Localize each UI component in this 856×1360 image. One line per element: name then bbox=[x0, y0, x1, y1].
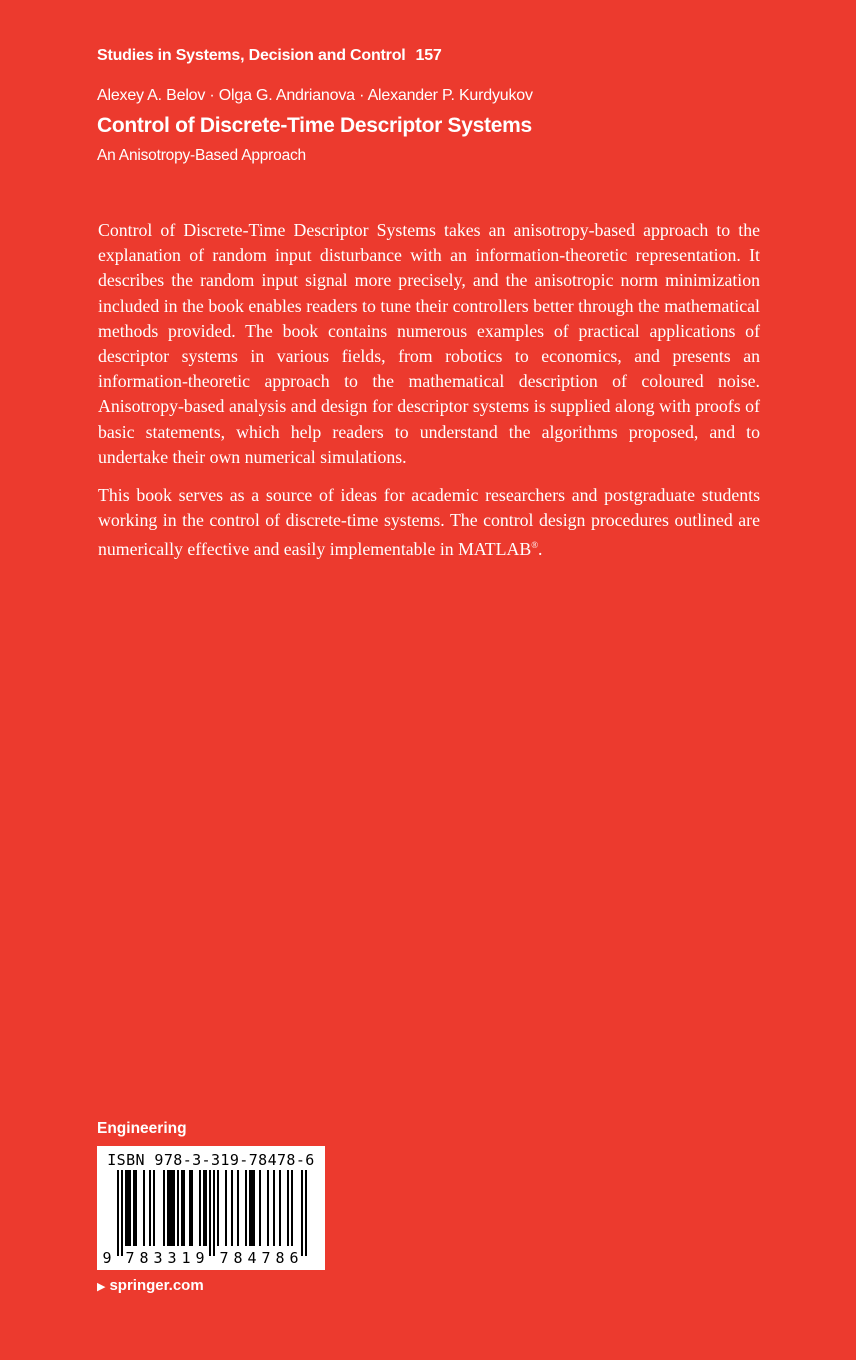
barcode-bar bbox=[249, 1170, 251, 1246]
barcode-bar bbox=[231, 1170, 233, 1246]
barcode-bar bbox=[287, 1170, 289, 1246]
barcode-digit: 3 bbox=[153, 1249, 163, 1267]
barcode-bar bbox=[177, 1170, 179, 1246]
barcode-bar bbox=[245, 1170, 247, 1246]
series-line bbox=[97, 47, 442, 65]
barcode-bar bbox=[205, 1170, 207, 1246]
series-number: 157 bbox=[415, 47, 442, 64]
description-paragraph-2-end: . bbox=[538, 539, 543, 560]
barcode-bar bbox=[301, 1170, 303, 1256]
barcode-bar bbox=[251, 1170, 253, 1246]
barcode-digit: 8 bbox=[275, 1249, 285, 1267]
barcode-digit: 4 bbox=[247, 1249, 257, 1267]
barcode-digit: 1 bbox=[181, 1249, 191, 1267]
barcode-bar bbox=[149, 1170, 151, 1246]
barcode-bar bbox=[129, 1170, 131, 1246]
barcode-bar bbox=[169, 1170, 171, 1246]
right-triangle-icon: ▶ bbox=[97, 1281, 106, 1293]
barcode-bar bbox=[253, 1170, 255, 1246]
description-paragraph-1: Control of Discrete-Time Descriptor Systems takes an anisotropy-based approach to the explanation of random input disturbance with an information-theoretic representation. It describes the random input signal more precisely, and the anisotropic norm minimization included in the book enables readers to tune their controllers better through the mathematical methods provided. The book contains numerous examples of practical applications of descriptor systems in various fields, from robotics to economics, and presents an information-theoretic approach to the mathematical description of coloured noise. Anisotropy-based analysis and design for descriptor systems is supplied along with proofs of basic statements, which help readers to understand the algorithms proposed, and to undertake their own numerical simulations. bbox=[98, 220, 760, 467]
barcode-digit: 9 bbox=[102, 1249, 112, 1267]
description-paragraph-2 bbox=[98, 483, 760, 563]
barcode-bar bbox=[163, 1170, 165, 1246]
barcode-bar bbox=[125, 1170, 127, 1246]
description bbox=[98, 218, 760, 576]
barcode-bar bbox=[153, 1170, 155, 1246]
barcode bbox=[97, 1146, 325, 1270]
barcode-bar bbox=[143, 1170, 145, 1246]
barcode-graphic bbox=[97, 1146, 325, 1270]
barcode-digit: 8 bbox=[233, 1249, 243, 1267]
barcode-bar bbox=[127, 1170, 129, 1246]
isbn-label: ISBN 978-3-319-78478-6 bbox=[107, 1151, 315, 1169]
barcode-bar bbox=[173, 1170, 175, 1246]
series-name: Studies in Systems, Decision and Control bbox=[97, 47, 406, 64]
barcode-bar bbox=[121, 1170, 123, 1256]
barcode-digit: 3 bbox=[167, 1249, 177, 1267]
description-paragraph-2-text: This book serves as a source of ideas for academic researchers and postgraduate students working in the control of discrete-time systems. The control design procedures outlined are numerically effective and easily implementable in MATLAB bbox=[98, 485, 760, 560]
barcode-bar bbox=[171, 1170, 173, 1246]
barcode-bar bbox=[117, 1170, 119, 1256]
barcode-bar bbox=[279, 1170, 281, 1246]
barcode-bar bbox=[133, 1170, 135, 1246]
barcode-digit: 7 bbox=[261, 1249, 271, 1267]
barcode-bar bbox=[209, 1170, 211, 1256]
registered-mark: ® bbox=[531, 540, 539, 551]
website-text: springer.com bbox=[109, 1277, 204, 1294]
barcode-bar bbox=[199, 1170, 201, 1246]
barcode-digit: 7 bbox=[219, 1249, 229, 1267]
subject-category: Engineering bbox=[97, 1120, 187, 1137]
authors: Alexey A. Belov · Olga G. Andrianova · Alexander P. Kurdyukov bbox=[97, 87, 533, 104]
barcode-digit: 7 bbox=[125, 1249, 135, 1267]
book-subtitle: An Anisotropy-Based Approach bbox=[97, 147, 306, 164]
website-link[interactable] bbox=[97, 1277, 204, 1294]
barcode-bar bbox=[167, 1170, 169, 1246]
barcode-digit: 9 bbox=[195, 1249, 205, 1267]
barcode-bar bbox=[273, 1170, 275, 1246]
barcode-bar bbox=[189, 1170, 191, 1246]
barcode-bar bbox=[191, 1170, 193, 1246]
barcode-bar bbox=[203, 1170, 205, 1246]
barcode-bar bbox=[237, 1170, 239, 1246]
barcode-bar bbox=[135, 1170, 137, 1246]
barcode-digit: 6 bbox=[289, 1249, 299, 1267]
barcode-bar bbox=[259, 1170, 261, 1246]
barcode-bar bbox=[181, 1170, 183, 1246]
book-title: Control of Discrete-Time Descriptor Systems bbox=[97, 114, 532, 137]
barcode-bar bbox=[225, 1170, 227, 1246]
barcode-bar bbox=[291, 1170, 293, 1246]
barcode-bar bbox=[217, 1170, 219, 1246]
barcode-bar bbox=[267, 1170, 269, 1246]
barcode-bar bbox=[305, 1170, 307, 1256]
barcode-bar bbox=[183, 1170, 185, 1246]
barcode-digit: 8 bbox=[139, 1249, 149, 1267]
barcode-bar bbox=[213, 1170, 215, 1256]
